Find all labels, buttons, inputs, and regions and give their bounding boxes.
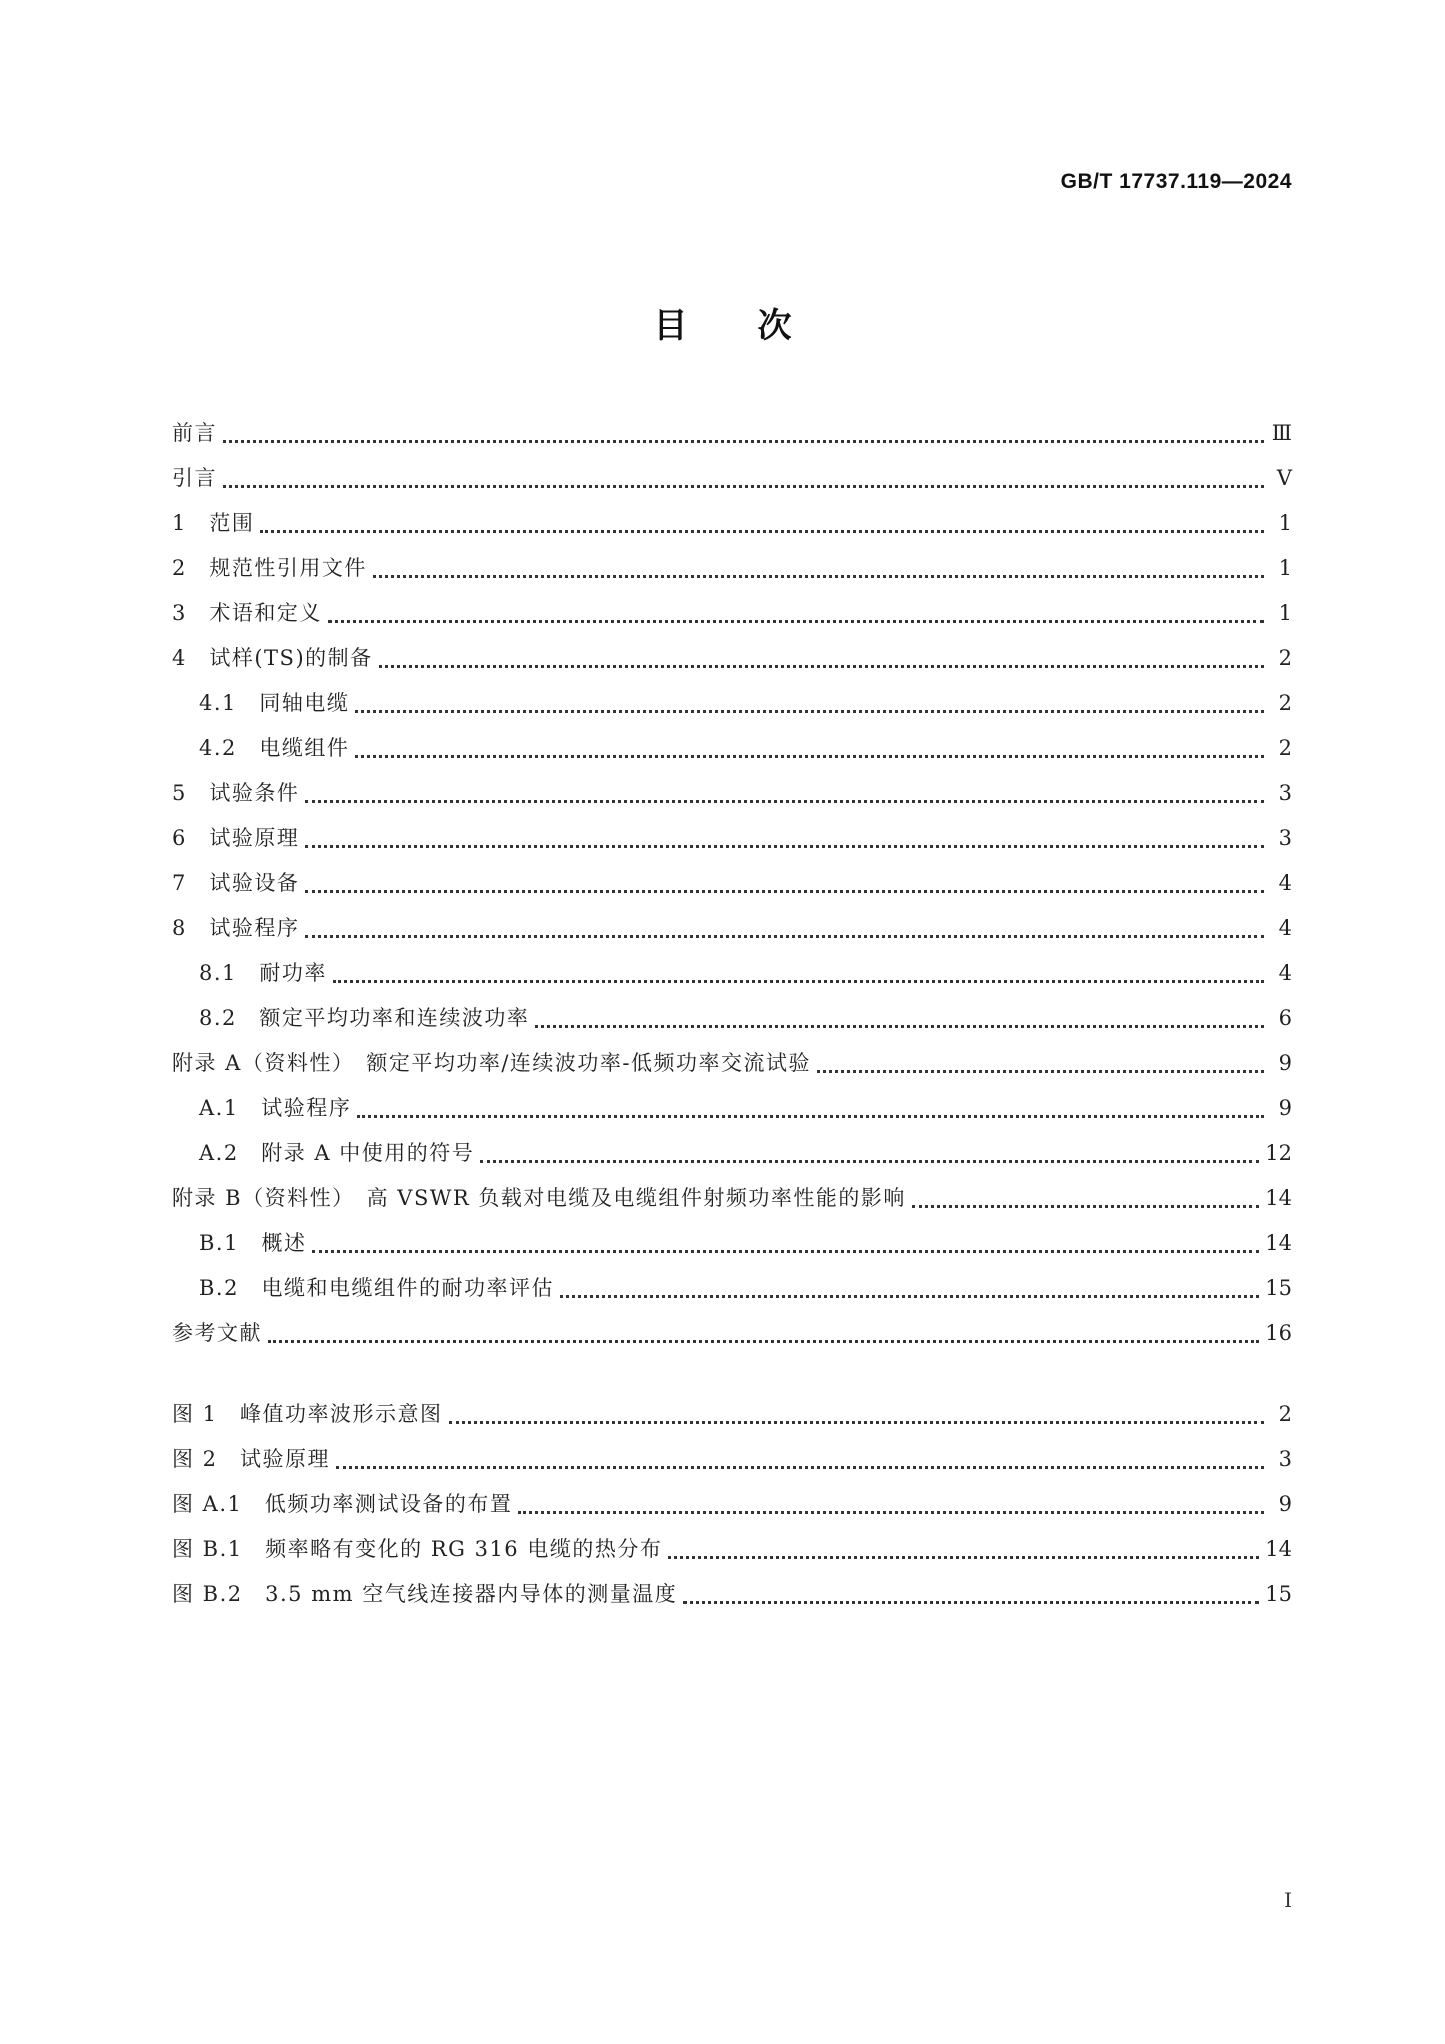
toc-entry-page: 9 — [1278, 1096, 1292, 1120]
toc-entry[interactable] — [172, 411, 1292, 456]
dot-leader — [357, 1115, 1264, 1118]
toc-entry-label: 图 2 试验原理 — [172, 1447, 331, 1471]
toc-entry[interactable] — [172, 1176, 1292, 1221]
dot-leader — [328, 620, 1264, 623]
dot-leader — [480, 1160, 1259, 1163]
toc-entry-page: 6 — [1278, 1006, 1292, 1030]
toc-entry-page: 3 — [1278, 1447, 1292, 1471]
toc-entry[interactable] — [172, 951, 1292, 996]
dot-leader — [683, 1601, 1259, 1604]
toc-entry-label: 8 试验程序 — [172, 916, 300, 940]
toc-entry[interactable] — [172, 501, 1292, 546]
toc-entry[interactable] — [172, 771, 1292, 816]
figure-entry[interactable] — [172, 1482, 1292, 1527]
figure-entry[interactable] — [172, 1527, 1292, 1572]
list-of-figures — [172, 1392, 1292, 1617]
dot-leader — [333, 980, 1264, 983]
toc-entry-label: 参考文献 — [172, 1321, 262, 1345]
toc-entry-page: 9 — [1278, 1051, 1292, 1075]
dot-leader — [260, 530, 1264, 533]
toc-entry-page: 14 — [1265, 1537, 1292, 1561]
toc-entry-label: 附录 A（资料性） 额定平均功率/连续波功率-低频功率交流试验 — [172, 1051, 812, 1075]
toc-entry-page: 14 — [1265, 1231, 1292, 1255]
dot-leader — [305, 935, 1264, 938]
toc-entry-page: 14 — [1265, 1186, 1292, 1210]
toc-entry-page: 12 — [1265, 1141, 1292, 1165]
toc-entry-label: 8.2 额定平均功率和连续波功率 — [199, 1006, 530, 1030]
toc-entry-label: A.1 试验程序 — [199, 1096, 352, 1120]
toc-entry-label: 图 B.1 频率略有变化的 RG 316 电缆的热分布 — [172, 1537, 663, 1561]
figure-entry[interactable] — [172, 1572, 1292, 1617]
figure-entry[interactable] — [172, 1392, 1292, 1437]
dot-leader — [668, 1556, 1259, 1559]
toc-entry[interactable] — [172, 861, 1292, 906]
standard-number-header: GB/T 17737.119—2024 — [1060, 170, 1292, 193]
dot-leader — [268, 1340, 1259, 1343]
dot-leader — [379, 665, 1264, 668]
toc-entry-label: 2 规范性引用文件 — [172, 556, 367, 580]
page-title: 目次 — [653, 306, 862, 346]
toc-entry-page: 3 — [1278, 826, 1292, 850]
dot-leader — [312, 1250, 1259, 1253]
toc-entry-label: 图 1 峰值功率波形示意图 — [172, 1402, 443, 1426]
dot-leader — [305, 800, 1264, 803]
dot-leader — [355, 710, 1264, 713]
toc-entry[interactable] — [172, 726, 1292, 771]
toc-entry-label: 4 试样(TS)的制备 — [172, 646, 373, 670]
toc-entry[interactable] — [172, 456, 1292, 501]
toc-entry-label: 前言 — [172, 421, 217, 445]
toc-entry-label: 3 术语和定义 — [172, 601, 322, 625]
dot-leader — [305, 845, 1264, 848]
toc-entry-page: 4 — [1278, 916, 1292, 940]
toc-entry-page: 4 — [1278, 961, 1292, 985]
toc-entry[interactable] — [172, 1086, 1292, 1131]
toc-entry-label: 4.2 电缆组件 — [199, 736, 350, 760]
toc-entry-label: 图 A.1 低频功率测试设备的布置 — [172, 1492, 513, 1516]
dot-leader — [817, 1070, 1264, 1073]
dot-leader — [223, 485, 1264, 488]
toc-entry[interactable] — [172, 636, 1292, 681]
dot-leader — [449, 1421, 1264, 1424]
toc-entry-page: 2 — [1278, 646, 1292, 670]
toc-entry-page: 15 — [1265, 1276, 1292, 1300]
toc-entry-page: 2 — [1278, 691, 1292, 715]
toc-entry[interactable] — [172, 681, 1292, 726]
toc-entry-page: 2 — [1278, 1402, 1292, 1426]
toc-entry-label: A.2 附录 A 中使用的符号 — [199, 1141, 475, 1165]
toc-entry-label: B.1 概述 — [199, 1231, 307, 1255]
toc-entry[interactable] — [172, 1131, 1292, 1176]
toc-entry[interactable] — [172, 996, 1292, 1041]
toc-entry[interactable] — [172, 1221, 1292, 1266]
toc-entry-page: Ⅲ — [1271, 421, 1292, 445]
toc-entry-label: 6 试验原理 — [172, 826, 300, 850]
page-number-footer: I — [1284, 1888, 1292, 1912]
toc-entry-label: 7 试验设备 — [172, 871, 300, 895]
dot-leader — [518, 1511, 1264, 1514]
toc-entry-page: 16 — [1265, 1321, 1292, 1345]
toc-entry-page: 15 — [1265, 1582, 1292, 1606]
toc-entry-label: 1 范围 — [172, 511, 255, 535]
toc-entry[interactable] — [172, 546, 1292, 591]
table-of-contents — [172, 411, 1292, 1356]
toc-entry-page: 3 — [1278, 781, 1292, 805]
dot-leader — [336, 1466, 1264, 1469]
toc-entry[interactable] — [172, 1311, 1292, 1356]
toc-entry-label: 图 B.2 3.5 mm 空气线连接器内导体的测量温度 — [172, 1582, 678, 1606]
toc-entry-label: 8.1 耐功率 — [199, 961, 327, 985]
dot-leader — [223, 440, 1264, 443]
toc-entry-page: Ⅴ — [1276, 466, 1292, 490]
toc-entry[interactable] — [172, 816, 1292, 861]
dot-leader — [355, 755, 1264, 758]
toc-entry-page: 9 — [1278, 1492, 1292, 1516]
dot-leader — [373, 575, 1264, 578]
toc-entry-label: 附录 B（资料性） 高 VSWR 负载对电缆及电缆组件射频功率性能的影响 — [172, 1186, 906, 1210]
toc-entry-page: 1 — [1278, 556, 1292, 580]
toc-entry-label: 引言 — [172, 466, 217, 490]
toc-entry[interactable] — [172, 906, 1292, 951]
toc-entry[interactable] — [172, 1041, 1292, 1086]
toc-entry[interactable] — [172, 1266, 1292, 1311]
dot-leader — [305, 890, 1264, 893]
dot-leader — [912, 1205, 1259, 1208]
toc-entry-page: 1 — [1278, 601, 1292, 625]
toc-entry-page: 4 — [1278, 871, 1292, 895]
toc-entry-page: 1 — [1278, 511, 1292, 535]
toc-entry[interactable] — [172, 591, 1292, 636]
toc-entry-label: 5 试验条件 — [172, 781, 300, 805]
dot-leader — [535, 1025, 1264, 1028]
toc-entry-label: 4.1 同轴电缆 — [199, 691, 350, 715]
toc-entry-page: 2 — [1278, 736, 1292, 760]
dot-leader — [560, 1295, 1259, 1298]
toc-entry-label: B.2 电缆和电缆组件的耐功率评估 — [199, 1276, 554, 1300]
figure-entry[interactable] — [172, 1437, 1292, 1482]
